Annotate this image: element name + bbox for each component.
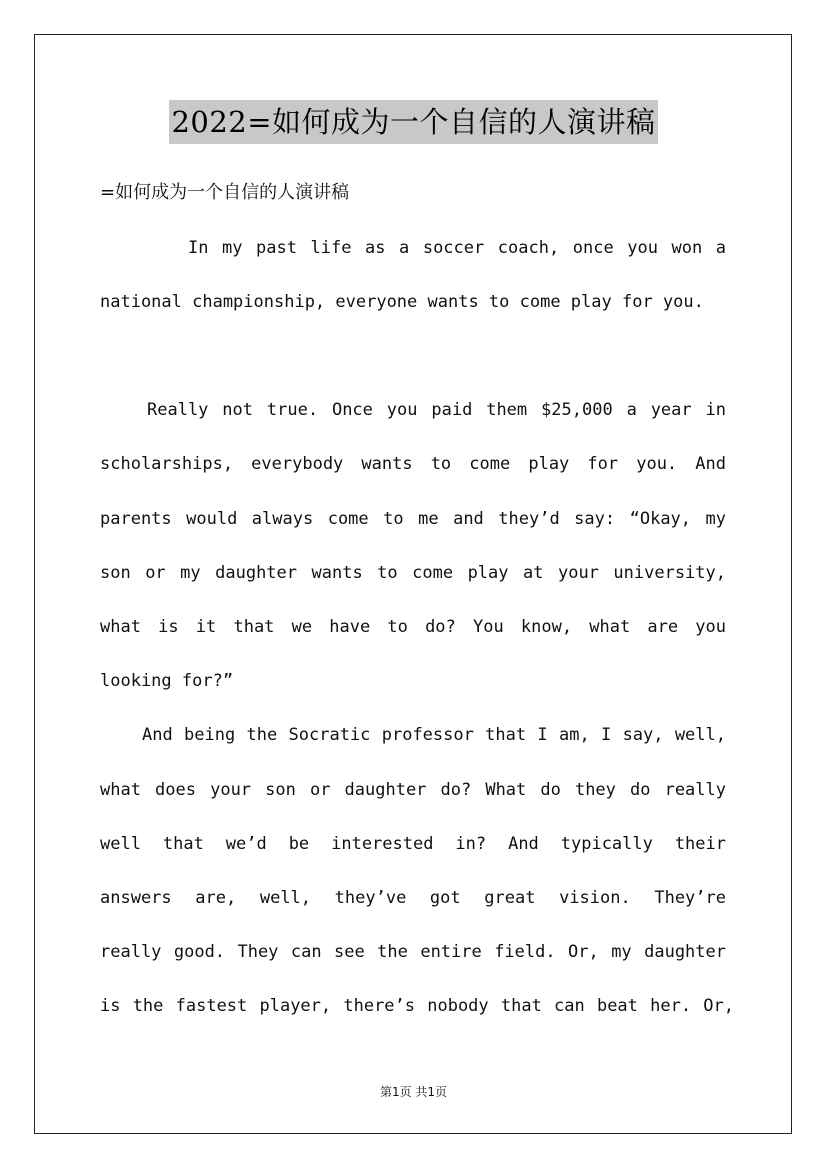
body-line-8: looking for?”	[100, 671, 234, 691]
body-line-12: answers are, well, they’ve got great vision. They’re	[100, 888, 726, 908]
title-container	[0, 100, 827, 144]
document-title: 2022=如何成为一个自信的人演讲稿	[169, 100, 657, 144]
page-footer: 第1页 共1页	[379, 1085, 448, 1099]
body-line-14: is the fastest player, there’s nobody that can beat her. Or,	[100, 996, 734, 1016]
body-line-13: really good. They can see the entire field. Or, my daughter	[100, 942, 726, 962]
body-line-1: In my past life as a soccer coach, once you won a	[188, 238, 726, 258]
body-line-4: scholarships, everybody wants to come play for you. And	[100, 454, 726, 474]
body-line-11: well that we’d be interested in? And typically their	[100, 834, 726, 854]
body-line-7: what is it that we have to do? You know, what are you	[100, 617, 726, 637]
body-line-3: Really not true. Once you paid them $25,000 a year in	[147, 400, 726, 420]
body-line-9: And being the Socratic professor that I am, I say, well,	[142, 725, 726, 745]
body-line-6: son or my daughter wants to come play at your university,	[100, 563, 726, 583]
body-line-10: what does your son or daughter do? What do they do really	[100, 780, 726, 800]
body-line-5: parents would always come to me and they’d say: “Okay, my	[100, 509, 726, 529]
body-line-2: national championship, everyone wants to come play for you.	[100, 292, 704, 312]
document-subtitle: =如何成为一个自信的人演讲稿	[100, 182, 350, 203]
